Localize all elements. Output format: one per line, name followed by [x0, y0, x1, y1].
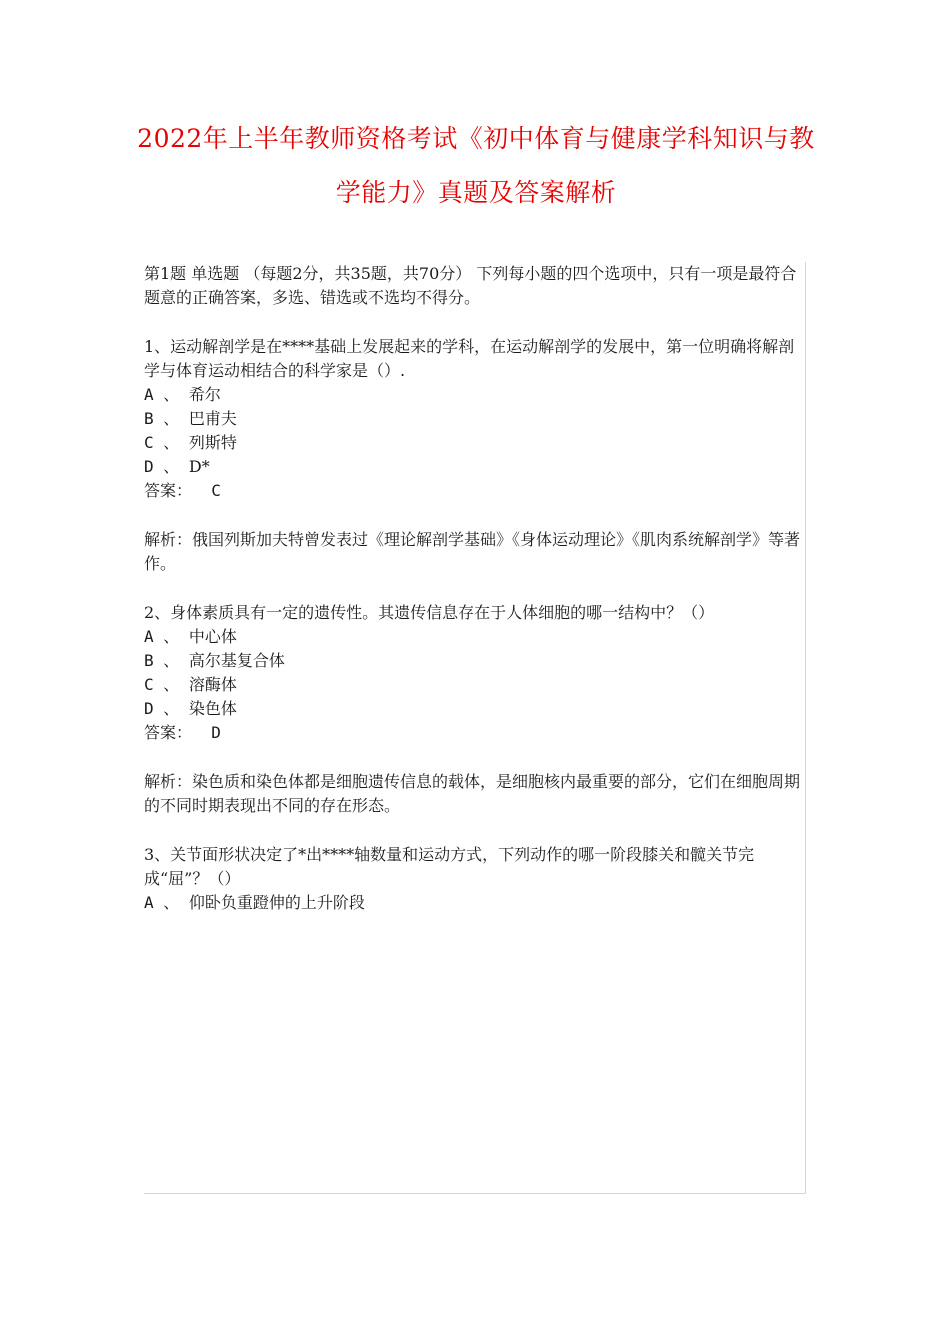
title-line-1: 2022年上半年教师资格考试《初中体育与健康学科知识与教 [137, 124, 815, 153]
option-d [144, 455, 805, 479]
option-c [144, 673, 805, 697]
question-stem: 3、关节面形状决定了*出****轴数量和运动方式，下列动作的哪一阶段膝关和髋关节完成“屈”？（） [144, 845, 755, 888]
answer-label: 答案： [144, 723, 193, 742]
option-text: 溶酶体 [188, 675, 237, 694]
question-stem: 2、身体素质具有一定的遗传性。其遗传信息存在于人体细胞的哪一结构中？（） [144, 603, 715, 622]
analysis-text: 解析：染色质和染色体都是细胞遗传信息的载体，是细胞核内最重要的部分，它们在细胞周期的不同时期表现出不同的存在形态。 [144, 772, 801, 815]
question-stem: 1、运动解剖学是在****基础上发展起来的学科，在运动解剖学的发展中，第一位明确将解剖 学与体育运动相结合的科学家是（）. [144, 337, 800, 380]
option-separator: 、 [153, 433, 189, 452]
option-separator: 、 [153, 385, 189, 404]
answer-line [144, 721, 805, 745]
option-d [144, 697, 805, 721]
option-separator: 、 [153, 457, 189, 476]
option-letter: C [144, 433, 154, 452]
option-b [144, 407, 805, 431]
option-letter: A [144, 385, 154, 404]
option-text: 仰卧负重蹬伸的上升阶段 [188, 893, 365, 912]
option-b [144, 649, 805, 673]
option-text: 列斯特 [188, 433, 237, 452]
option-separator: 、 [153, 893, 189, 912]
option-letter: D [144, 457, 154, 476]
answer-label: 答案： [144, 481, 193, 500]
option-letter: A [144, 893, 154, 912]
analysis-text: 解析：俄国列斯加夫特曾发表过《理论解剖学基础》《身体运动理论》《肌肉系统解剖学》等著 作。 [144, 530, 806, 573]
option-text: 染色体 [188, 699, 237, 718]
option-separator: 、 [153, 409, 189, 428]
section-instructions: 第1题 单选题 （每题2分，共35题，共70分） 下列每小题的四个选项中，只有一项是最符合题意的正确答案，多选、错选或不选均不得分。 [144, 264, 797, 307]
option-letter: C [144, 675, 154, 694]
option-letter: D [144, 699, 154, 718]
option-c [144, 431, 805, 455]
option-text: D* [188, 457, 210, 476]
answer-line [144, 479, 805, 503]
title-line-2: 学能力》真题及答案解析 [335, 178, 617, 207]
option-a [144, 625, 805, 649]
option-separator: 、 [153, 675, 189, 694]
option-a [144, 383, 805, 407]
option-letter: A [144, 627, 154, 646]
answer-value: D [211, 723, 221, 742]
option-separator: 、 [153, 651, 189, 670]
option-text: 高尔基复合体 [188, 651, 285, 670]
document-body [144, 262, 806, 1194]
option-separator: 、 [153, 699, 189, 718]
answer-value: C [211, 481, 221, 500]
option-separator: 、 [153, 627, 189, 646]
option-text: 中心体 [188, 627, 237, 646]
document-title [120, 112, 832, 220]
option-text: 希尔 [188, 385, 221, 404]
option-text: 巴甫夫 [188, 409, 237, 428]
option-letter: B [144, 651, 154, 670]
option-a [144, 891, 805, 915]
option-letter: B [144, 409, 154, 428]
